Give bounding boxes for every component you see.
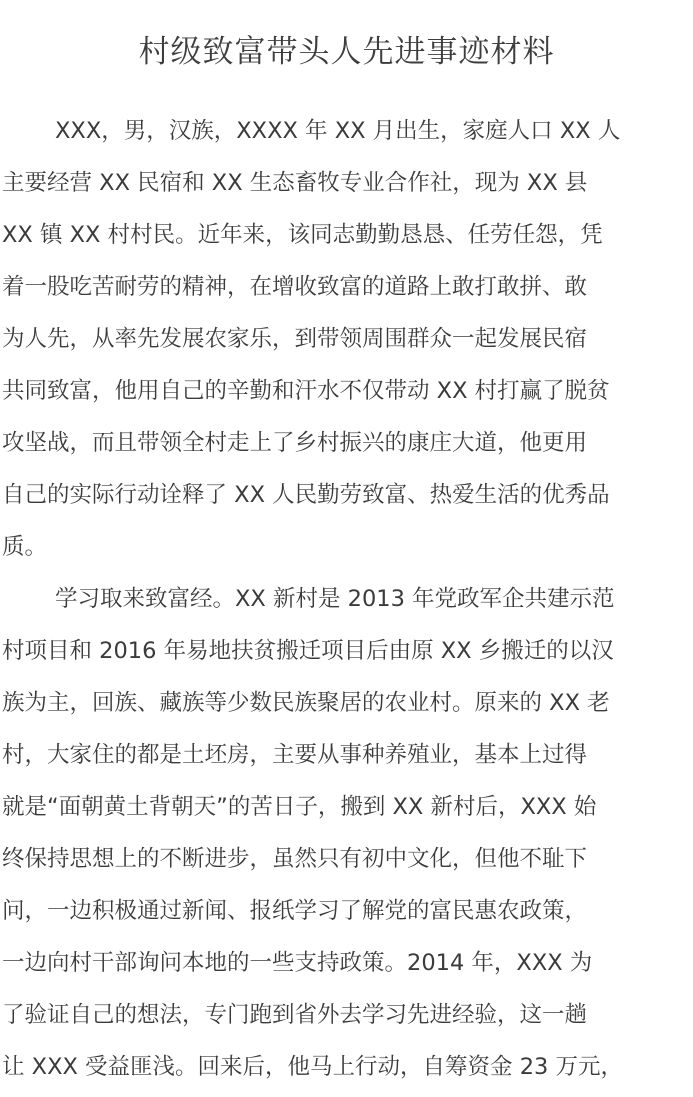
text-line: 攻坚战，而且带领全村走上了乡村振兴的康庄大道，他更用 bbox=[2, 430, 588, 456]
text-line: 了验证自己的想法，专门跑到省外去学习先进经验，这一趟 bbox=[2, 1002, 588, 1028]
text-line: 就是“面朝黄土背朝天”的苦日子，搬到 XX 新村后，XXX 始 bbox=[2, 794, 597, 820]
text-line: 问，一边积极通过新闻、报纸学习了解党的富民惠农政策， bbox=[2, 898, 588, 924]
text-line: 共同致富，他用自己的辛勤和汗水不仅带动 XX 村打赢了脱贫 bbox=[2, 378, 610, 404]
document-title: 村级致富带头人先进事迹材料 bbox=[138, 34, 555, 70]
text-line: XXX，男，汉族，XXXX 年 XX 月出生，家庭人口 XX 人 bbox=[55, 118, 621, 144]
text-line: 让 XXX 受益匪浅。回来后，他马上行动，自筹资金 23 万元， bbox=[2, 1054, 623, 1080]
text-line: 学习取来致富经。XX 新村是 2013 年党政军企共建示范 bbox=[55, 586, 615, 612]
text-line: 一边向村干部询问本地的一些支持政策。2014 年，XXX 为 bbox=[2, 950, 593, 976]
text-line: 族为主，回族、藏族等少数民族聚居的农业村。原来的 XX 老 bbox=[2, 690, 610, 716]
text-line: 终保持思想上的不断进步，虽然只有初中文化，但他不耻下 bbox=[2, 846, 588, 872]
text-line: 着一股吃苦耐劳的精神，在增收致富的道路上敢打敢拼、敢 bbox=[2, 274, 588, 300]
text-line: 主要经营 XX 民宿和 XX 生态畜牧专业合作社，现为 XX 县 bbox=[2, 170, 588, 196]
text-line: 自己的实际行动诠释了 XX 人民勤劳致富、热爱生活的优秀品 bbox=[2, 482, 610, 508]
paragraph-2 bbox=[2, 573, 693, 1093]
paragraph-1 bbox=[2, 105, 693, 573]
text-line: 村，大家住的都是土坯房，主要从事种养殖业，基本上过得 bbox=[2, 742, 588, 768]
text-line: 为人先，从率先发展农家乐，到带领周围群众一起发展民宿 bbox=[2, 326, 588, 352]
text-line: 村项目和 2016 年易地扶贫搬迁项目后由原 XX 乡搬迁的以汉 bbox=[2, 638, 614, 664]
text-line: 质。 bbox=[2, 534, 48, 560]
text-line: XX 镇 XX 村村民。近年来，该同志勤勤恳恳、任劳任怨，凭 bbox=[2, 222, 603, 248]
